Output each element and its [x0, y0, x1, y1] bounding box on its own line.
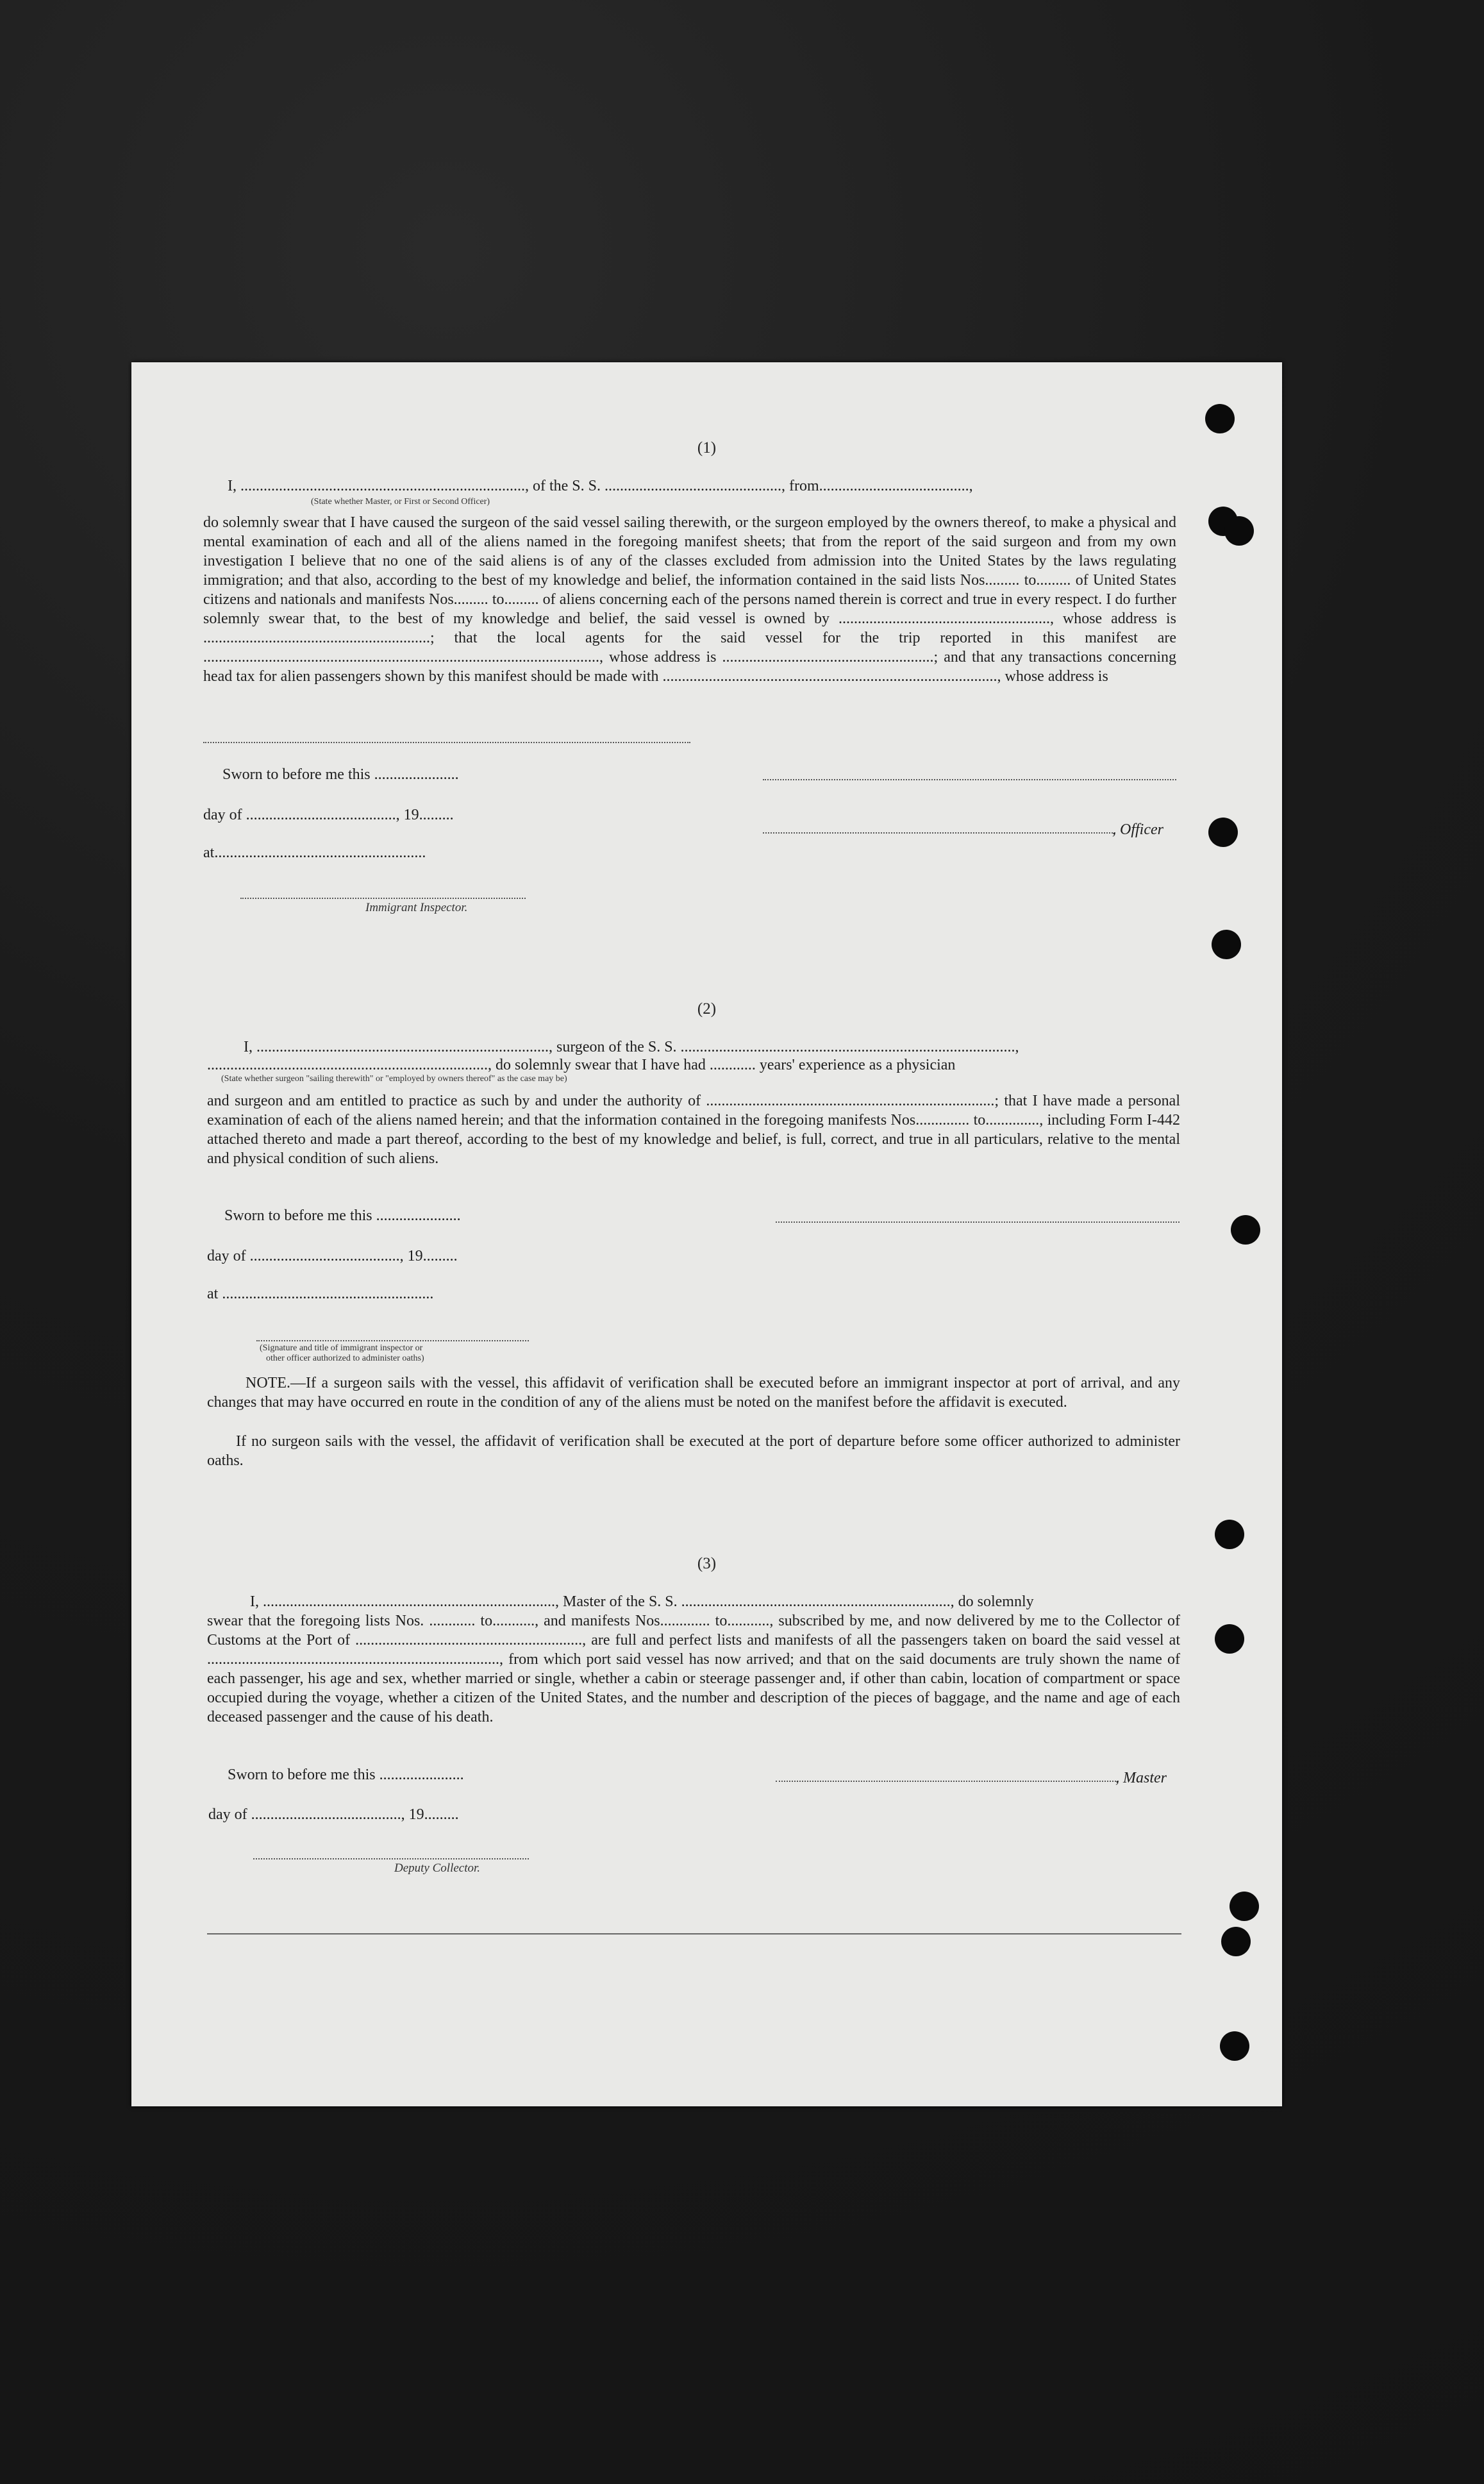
section-3-day-of: day of ......................................., 19......... — [208, 1806, 459, 1823]
section-2-at: at ....................................................... — [207, 1286, 434, 1302]
officer-signature-line — [763, 832, 1115, 834]
binder-hole — [1215, 1520, 1244, 1549]
section-2-second-line: ........................................................................., do solemnly swear that I have had ............ years' experience as a physician — [207, 1057, 956, 1073]
binder-hole — [1221, 1927, 1251, 1956]
bleed-through-mark — [157, 375, 182, 479]
section-1-body: do solemnly swear that I have caused the surgeon of the said vessel sailing therewith, or the surgeon employed by the owners thereof, to make a physical and mental examination of each and all of the aliens named in the foregoing manifest sheets; that from the report of the said surgeon and from my own investigation I believe that no one of the said aliens is of any of the classes excluded from admission into the United States by the laws regulating immigration; and that also, according to the best of my knowledge and belief, the information contained in the said lists Nos......... to......... of United States citizens and nationals and manifests Nos......... to......... of aliens concerning each of the persons named therein is correct and true in every respect. I do further solemnly swear that, to the best of my knowledge and belief, the said vessel is owned by ......................................................., whose address is ...........................................................; that the local agents for the said vessel for the trip reported in this manifest are ......................................................................................................., whose address is .......................................................; and that any transactions concerning head tax for alien passengers shown by this manifest should be made with ......................................................................................., whose address is — [203, 514, 1176, 685]
form-page — [131, 362, 1282, 2106]
section-3-number: (3) — [697, 1555, 717, 1572]
officer-signature-line-top — [763, 779, 1176, 780]
binder-hole — [1205, 404, 1235, 433]
collector-signature-line — [253, 1858, 529, 1859]
collector-title: Deputy Collector. — [394, 1861, 481, 1875]
signature-caption-2: other officer authorized to administer oaths) — [266, 1354, 424, 1363]
section-3-sworn: Sworn to before me this ...................... — [228, 1766, 464, 1783]
binder-hole — [1212, 930, 1241, 959]
section-2-day-of: day of ......................................., 19......... — [207, 1248, 458, 1264]
section-2-number: (2) — [697, 1000, 717, 1018]
signature-caption-1: (Signature and title of immigrant inspector or — [260, 1343, 423, 1353]
binder-hole — [1231, 1215, 1260, 1245]
note-paragraph-1: NOTE.—If a surgeon sails with the vessel, this affidavit of verification shall be executed before an immigrant inspector at port of arrival, and any changes that may have occurred en route in the condition of any of the aliens must be noted on the manifest before the affidavit is executed. — [207, 1375, 1180, 1411]
binder-hole — [1220, 2031, 1249, 2061]
binder-hole — [1215, 1624, 1244, 1654]
section-1-day-of: day of ......................................., 19......... — [203, 807, 454, 823]
section-1-number: (1) — [697, 439, 717, 457]
officer-title: , Officer — [1112, 821, 1163, 838]
section-3-body: swear that the foregoing lists Nos. ............ to..........., and manifests Nos............. to..........., subscribed by me, and now delivered by me to the Collector of Customs at the Port of ..........................................................., are full and perfect lists and manifests of all the passengers taken on board the said vessel at ............................................................................, from which port said vessel has now arrived; and that on the said documents are truly shown the name of each passenger, his age and sex, whether married or single, whether a cabin or steerage passenger and, if other than cabin, location of compartment or space occupied during the voyage, whether a citizen of the United States, and the number and description of the pieces of baggage, and the name and age of each deceased passenger and the cause of his death. — [207, 1613, 1180, 1725]
officer-caption: (State whether Master, or First or Second Officer) — [311, 497, 490, 507]
binder-hole — [1230, 1892, 1259, 1921]
section-1-first-line: I, .........................................................................., of the S. S. .............................................., from......................................., — [228, 478, 973, 494]
section-2-sworn: Sworn to before me this ...................... — [224, 1207, 461, 1224]
master-title: , Master — [1115, 1770, 1167, 1786]
section-1-at: at....................................................... — [203, 844, 426, 861]
binder-hole — [1224, 516, 1254, 546]
section-1-sworn: Sworn to before me this ...................... — [222, 766, 459, 783]
master-signature-line — [776, 1781, 1119, 1782]
inspector-title: Immigrant Inspector. — [365, 901, 468, 914]
binder-hole — [1208, 818, 1238, 847]
surgeon-caption: (State whether surgeon "sailing therewith" or "employed by owners thereof" as the case may be) — [221, 1074, 567, 1084]
section-3-first-line: I, ............................................................................, Master of the S. S. ......................................................................, do solemnly — [250, 1593, 1034, 1610]
section-2-first-line: I, ............................................................................, surgeon of the S. S. ......................................................................................., — [244, 1039, 1019, 1055]
inspector-signature-line — [240, 898, 526, 899]
surgeon-signature-line — [776, 1221, 1180, 1223]
address-line — [203, 742, 690, 743]
section-2-official-line — [256, 1340, 529, 1341]
note-paragraph-2: If no surgeon sails with the vessel, the affidavit of verification shall be executed at the port of departure before some officer authorized to administer oaths. — [207, 1433, 1180, 1469]
bottom-rule — [207, 1933, 1181, 1934]
section-2-body: and surgeon and am entitled to practice as such by and under the authority of ...........................................................................; that I have made a personal examination of each of the aliens named herein; and that the information contained in the foregoing manifests Nos.............. to.............., including Form I-442 attached thereto and made a part thereof, according to the best of my knowledge and belief, is full, correct, and true in all particulars, relative to the mental and physical condition of such aliens. — [207, 1093, 1180, 1167]
